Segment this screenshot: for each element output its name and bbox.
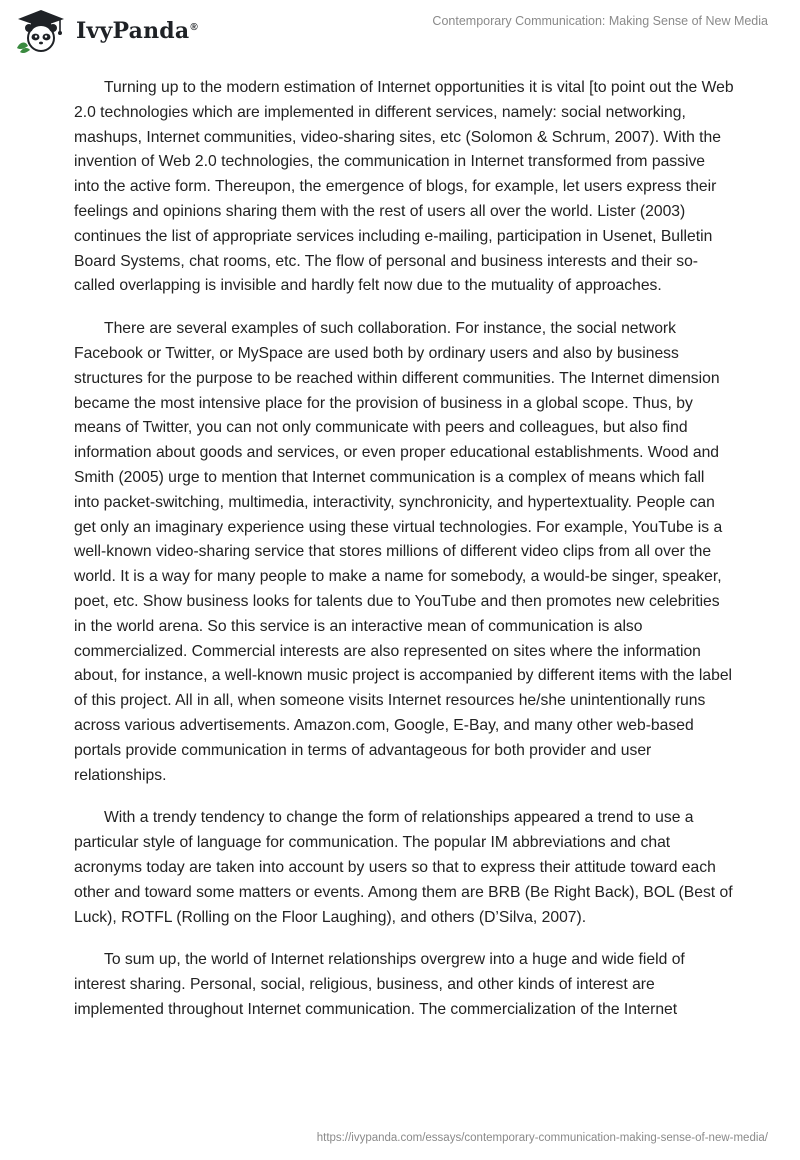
essay-body — [74, 76, 734, 1041]
paragraph: With a trendy tendency to change the form of relationships appeared a trend to use a particular style of language for communication. The popular IM abbreviations and chat acronyms today are taken into account by users so that to express their attitude toward each other and toward some matters or events. Among them are BRB (Be Right Back), BOL (Best of Luck), ROTFL (Rolling on the Floor Laughing), and others (D’Silva, 2007). — [74, 809, 733, 926]
registered-mark: ® — [190, 21, 198, 33]
source-url[interactable]: https://ivypanda.com/essays/contemporary-communication-making-sense-of-new-media/ — [316, 1132, 768, 1144]
page-header — [0, 0, 800, 60]
paragraph: To sum up, the world of Internet relationships overgrew into a huge and wide field of interest sharing. Personal, social, religious, business, and other kinds of interest are implemented throughout Internet communication. The commercialization of the Internet — [74, 951, 685, 1018]
brand-name-text: IvyPanda — [76, 18, 190, 44]
paragraph: Turning up to the modern estimation of Internet opportunities it is vital [to point out the Web 2.0 technologies which are implemented in different services, namely: social networking, mashups, Internet communities, video-sharing sites, etc (Solomon & Schrum, 2007). With the invention of Web 2.0 technologies, the communication in Internet transformed from passive into the active form. Thereupon, the emergence of blogs, for example, let users express their feelings and opinions sharing them with the rest of users all over the world. Lister (2003) continues the list of appropriate services including e-mailing, participation in Usenet, Bulletin Board Systems, chat rooms, etc. The flow of personal and business interests and their so-called overlapping is invisible and hardly felt now due to the mutuality of approaches. — [74, 79, 734, 295]
paragraph: There are several examples of such collaboration. For instance, the social network Facebook or Twitter, or MySpace are used both by ordinary users and also by business structures for the purpose to be reached within different communities. The Internet dimension became the most intensive place for the provision of business in a global scope. Thus, by means of Twitter, you can not only communicate with peers and colleagues, but also find information about goods and services, or even proper educational establishments. Wood and Smith (2005) urge to mention that Internet communication is a complex of means which fall into packet-switching, multimedia, interactivity, synchronicity, and hypertextuality. People can get only an imaginary experience using these virtual technologies. For example, YouTube is a well-known video-sharing service that stores millions of different video clips from all over the world. It is a way for many people to make a name for somebody, a would-be singer, speaker, poet, etc. Show business looks for talents due to YouTube and then promotes new celebrities in the world arena. So this service is an interactive mean of communication is also commercialized. Commercial interests are also represented on sites where the information about, for instance, a well-known music project is accompanied by different items with the label of this project. All in all, when someone visits Internet resources he/she unintentionally runs across various advertisements. Amazon.com, Google, E-Bay, and many other web-based portals provide communication in terms of advantageous for both provider and user relationships. — [74, 320, 733, 784]
brand-name — [76, 18, 198, 44]
document-title: Contemporary Communication: Making Sense of New Media — [432, 14, 768, 28]
panda-mascot-icon — [14, 8, 68, 54]
brand-logo[interactable] — [14, 8, 198, 54]
